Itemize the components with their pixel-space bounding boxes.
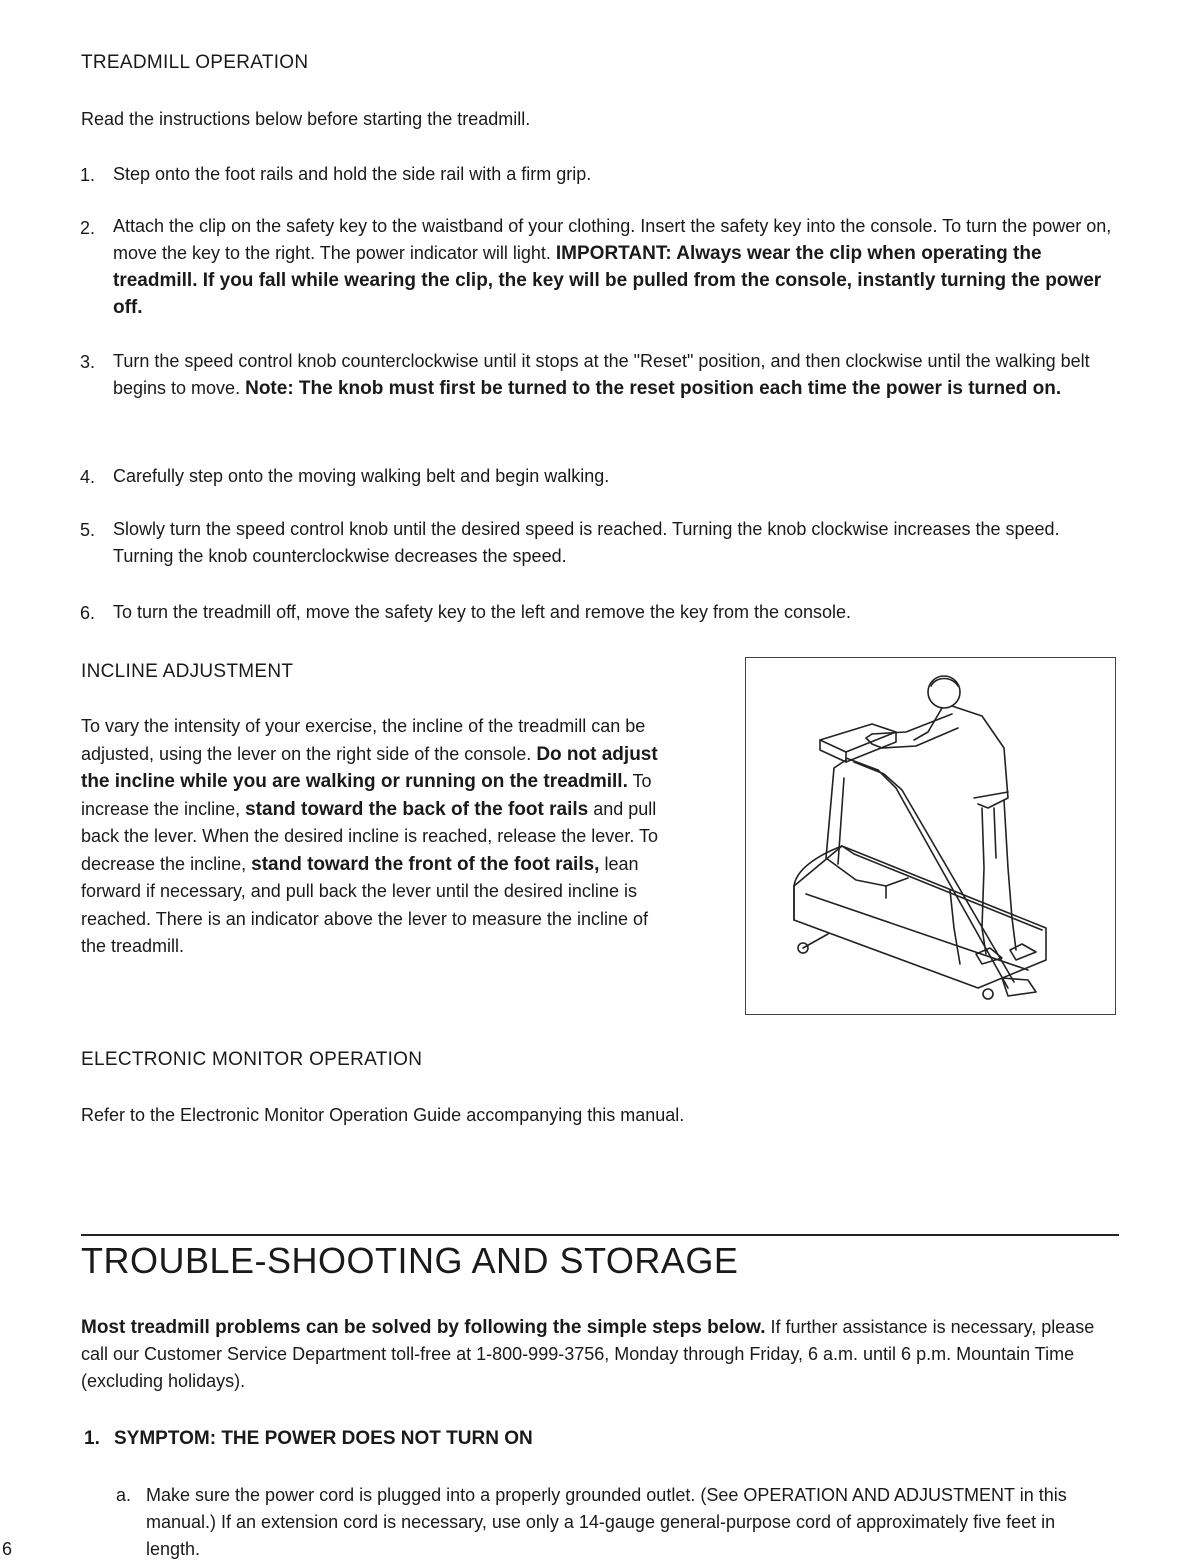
step-item [113,213,1123,321]
incline-text: To increase the incline, [81,771,652,819]
reset-note: Note: The knob must first be turned to the reset position each time the power is turned on. [245,378,1062,399]
step-number: 1. [80,165,96,185]
incline-text: To vary the intensity of your exercise, the incline of the treadmill can be adjusted, using the lever on the right side of the console. [81,716,646,764]
trouble-intro-bold: Most treadmill problems can be solved by following the simple steps below. [81,1317,766,1338]
trouble-intro [81,1314,1121,1395]
step-number: 6. [80,603,96,623]
treadmill-illustration [745,657,1116,1015]
important-note: IMPORTANT: Always wear the clip when operating the treadmill. If you fall while wearing the clip, the key will be pulled from the console, instantly turning the power off. [113,243,1102,318]
section-title-incline: INCLINE ADJUSTMENT [81,661,294,682]
step-text: Step onto the foot rails and hold the side rail with a firm grip. [113,164,592,184]
incline-text: and pull back the lever. When the desired incline is reached, release the lever. To decrease the incline, [81,798,659,874]
step-text: Attach the clip on the safety key to the waistband of your clothing. Insert the safety key into the console. To turn the power on, move the key to the right. The power indicator will light. [113,216,1112,263]
step-number: 2. [80,218,96,238]
step-number: 4. [80,467,96,487]
step-item [113,348,1123,402]
monitor-text: Refer to the Electronic Monitor Operation Guide accompanying this manual. [81,1105,685,1125]
step-number: 5. [80,520,96,540]
step-number: 3. [80,352,96,372]
section-title-monitor: ELECTRONIC MONITOR OPERATION [81,1049,423,1070]
sub-item-label: a. [116,1485,132,1505]
incline-warning: Do not adjust the incline while you are walking or running on the treadmill. [81,743,658,792]
treadmill-user-drawing [746,658,1115,1014]
section-divider [81,1234,1119,1236]
sub-item-text: Make sure the power cord is plugged into a properly grounded outlet. (See OPERATION AND ADJUSTMENT in this manual.) If an extension cord is necessary, use only a 14-gauge general-purpose cord of approximately five feet in length. [146,1485,1067,1559]
symptom-heading: SYMPTOM: THE POWER DOES NOT TURN ON [114,1428,533,1449]
step-text: Carefully step onto the moving walking belt and begin walking. [113,466,610,486]
incline-emphasis: stand toward the back of the foot rails [245,798,589,820]
operation-intro: Read the instructions below before starting the treadmill. [81,109,531,129]
section-title-operation: TREADMILL OPERATION [81,52,309,73]
step-text: To turn the treadmill off, move the safety key to the left and remove the key from the console. [113,602,852,622]
incline-paragraph [81,713,666,961]
incline-emphasis: stand toward the front of the foot rails, [251,853,600,875]
symptom-number: 1. [84,1428,100,1449]
step-text: Turn the speed control knob counterclockwise until it stops at the "Reset" position, and then clockwise until the walking belt begins to move. [113,351,1090,398]
step-text: Slowly turn the speed control knob until the desired speed is reached. Turning the knob clockwise increases the speed. Turning the knob counterclockwise decreases the speed. [113,519,1060,566]
section-title-trouble: TROUBLE-SHOOTING AND STORAGE [81,1240,739,1281]
page-number: 6 [2,1539,13,1559]
incline-text: lean forward if necessary, and pull back the lever until the desired incline is reached. There is an indicator above the lever to measure the incline of the treadmill. [81,853,648,956]
trouble-intro-text: If further assistance is necessary, please call our Customer Service Department toll-free at 1-800-999-3756, Monday through Friday, 6 a.m. until 6 p.m. Mountain Time (excluding holidays). [81,1317,1095,1391]
